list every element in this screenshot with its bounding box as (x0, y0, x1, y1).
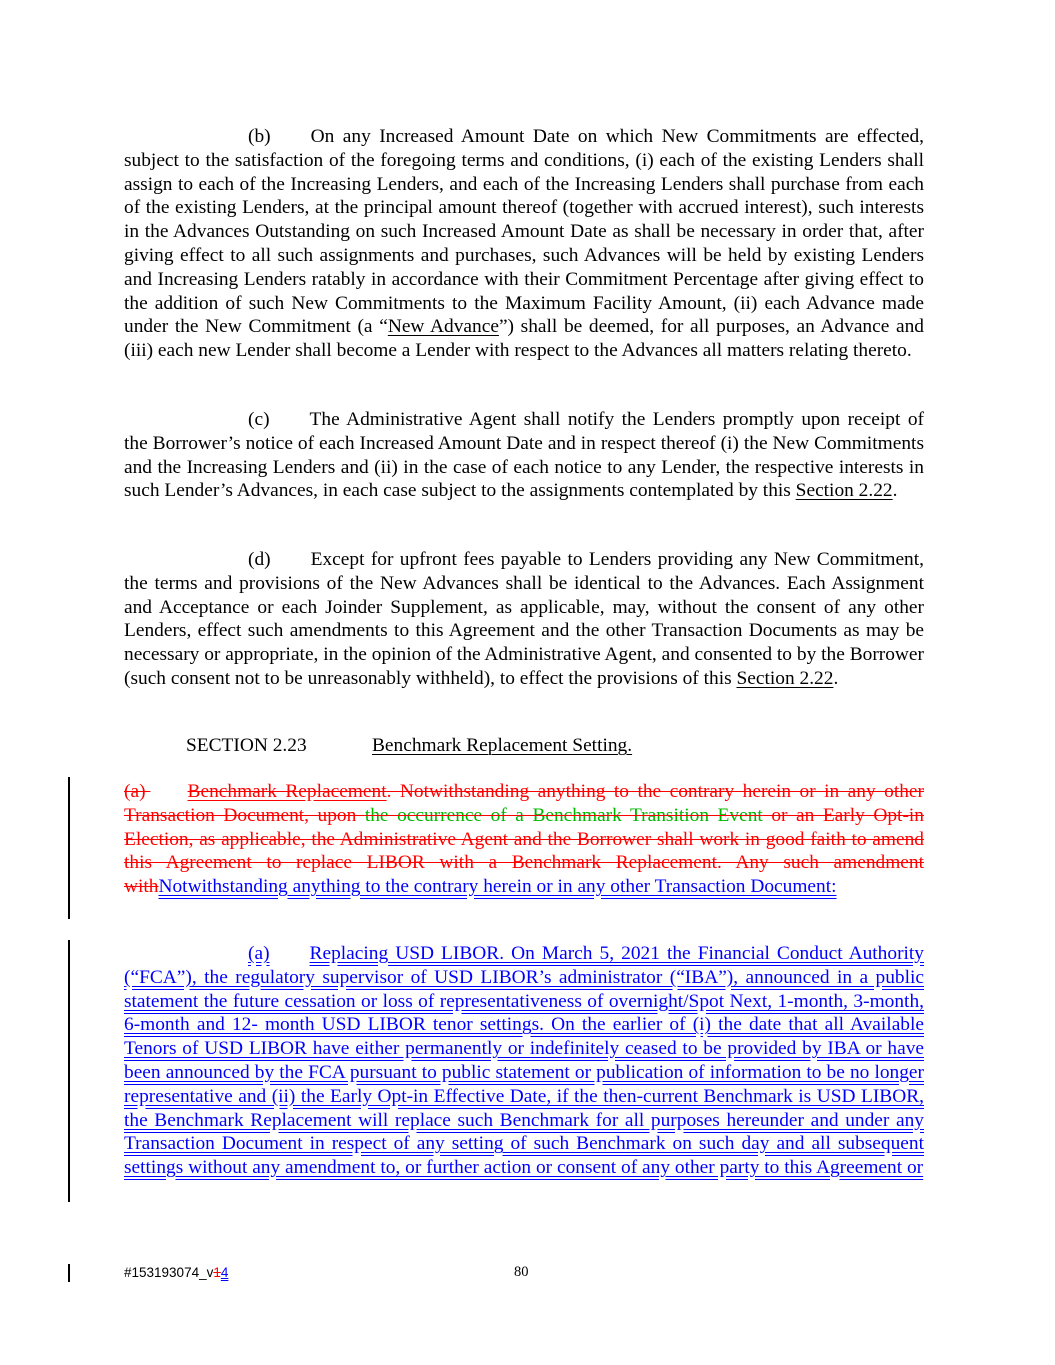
deleted-heading: Benchmark Replacement (187, 781, 387, 802)
paragraph-text: ”) shall be deemed, for all purposes, an Advance and (iii) each new Lender shall become a Lender with respect to the Advances all matters relating thereto. (124, 316, 924, 362)
paragraph-text: The Administrative Agent shall notify the Lenders promptly upon receipt of the Borrower’s notice of each Increased Amount Date and in respect thereof (i) the New Commitments and the Increasing Lenders and (ii) in the case of each notice to any Lender, the respective interests in such Lender’s Advances, in each case subject to the assignments contemplated by this (124, 409, 924, 502)
redline-paragraph (124, 780, 924, 899)
paragraph-label: (a) (248, 943, 270, 964)
deleted-version: 1 (213, 1265, 221, 1280)
inserted-text: Notwithstanding anything to the contrary herein or in any other Transaction Document: (158, 876, 837, 898)
defined-term: New Advance (387, 316, 499, 338)
inserted-text: Replacing USD LIBOR. On March 5, 2021 the Financial Conduct Authority (“FCA”), the regulatory supervisor of USD LIBOR’s administrator (“IBA”), announced in a public statement the future cessation or loss of representativeness of overnight/Spot Next, 1-month, 3-month, 6-month and 12- month USD LIBOR tenor settings. On the earlier of (i) the date that all Available Tenors of USD LIBOR have either permanently or indefinitely ceased to be provided by IBA or have been announced by the FCA pursuant to public statement or publication of information to be no longer representative and (ii) the Early Opt-in Effective Date, if the then-current Benchmark is USD LIBOR, the Benchmark Replacement will replace such Benchmark for all purposes hereunder and under any Transaction Document in respect of any setting of such Benchmark on such day and all subsequent settings without any amendment to, or further action or consent of any other party to this Agreement or (124, 943, 924, 1179)
inserted-version: 4 (220, 1265, 229, 1280)
footer-document-id (124, 1265, 228, 1281)
page-number: 80 (514, 1264, 529, 1280)
change-bar (68, 940, 70, 1202)
moved-deleted-text: the occurrence of a Benchmark Transition Event (364, 804, 763, 826)
deleted-text: . Notwithstanding anything to the contrary herein or in any other Transaction Document, upon (124, 781, 924, 826)
section-title: Benchmark Replacement Setting. (372, 735, 633, 756)
paragraph-text: . (892, 480, 898, 502)
paragraph-label: (c) (248, 409, 270, 430)
inserted-paragraph-a (124, 942, 924, 1180)
change-bar (68, 1264, 70, 1282)
paragraph-text: On any Increased Amount Date on which New Commitments are effected, subject to the satisfaction of the foregoing terms and conditions, (i) each of the existing Lenders shall assign to each of the Increasing Lenders, and each of the Increasing Lenders shall purchase from each of the existing Lenders, at the principal amount thereof (together with accrued interest), such interests in the Advances Outstanding on such Increased Amount Date as shall be necessary in order that, after giving effect to all such assignments and purchases, such Advances will be held by existing Lenders and Increasing Lenders ratably in accordance with their Commitment Percentage after giving effect to the addition of such New Commitments to the Maximum Facility Amount, (ii) each Advance made under the New Commitment (a “ (124, 126, 924, 338)
paragraph-c (124, 408, 924, 503)
deleted-label: (a) (124, 781, 146, 802)
paragraph-text: Except for upfront fees payable to Lenders providing any New Commitment, the terms and provisions of the New Advances shall be identical to the Advances. Each Assignment and Acceptance or each Joinder Supplement, as applicable, may, without the consent of any other Lenders, effect such amendments to this Agreement and the other Transaction Documents as may be necessary or appropriate, in the opinion of the Administrative Agent, and consented to by the Borrower (such consent not to be unreasonably withheld), to effect the provisions of this (124, 549, 924, 689)
paragraph-label: (d) (248, 549, 271, 570)
paragraph-label: (b) (248, 126, 271, 147)
paragraph-b (124, 125, 924, 363)
document-id: #153193074_v (124, 1265, 214, 1280)
paragraph-d (124, 548, 924, 691)
paragraph-text: . (833, 667, 839, 689)
section-number: SECTION 2.23 (186, 735, 307, 756)
change-bar (68, 777, 70, 919)
section-reference: Section 2.22 (795, 480, 893, 502)
section-heading (186, 734, 632, 758)
deleted-text: or an Early Opt-in Election, as applicable, the Administrative Agent and the Borrower shall work in good faith to amend this Agreement to replace LIBOR with a Benchmark Replacement. Any such amendment with (124, 804, 924, 898)
section-reference: Section 2.22 (736, 667, 834, 689)
